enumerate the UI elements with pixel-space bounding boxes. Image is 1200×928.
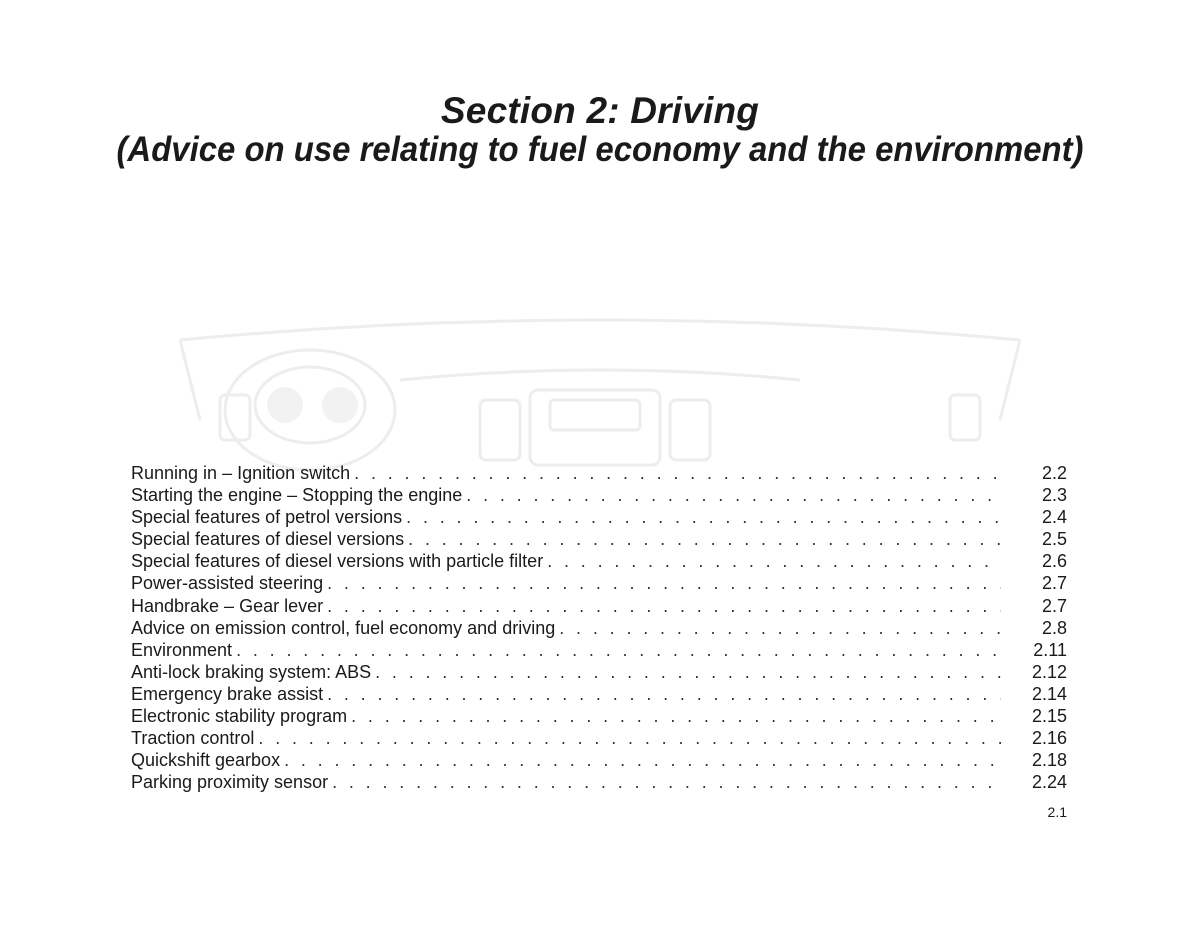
toc-entry <box>131 705 1067 727</box>
toc-dot-leader <box>406 506 1001 528</box>
toc-entry-page: 2.18 <box>1031 750 1067 771</box>
toc-dot-leader <box>466 484 1001 506</box>
toc-entry <box>131 727 1067 749</box>
toc-dot-leader <box>327 595 1001 617</box>
toc-entry-title: Advice on emission control, fuel economy and driving <box>131 617 556 638</box>
toc-entry-page: 2.15 <box>1031 706 1067 727</box>
page-number: 2.1 <box>1047 804 1067 820</box>
toc-entry-page: 2.6 <box>1041 551 1067 572</box>
toc-entry-title: Traction control <box>131 728 255 749</box>
toc-dot-leader <box>258 727 1001 749</box>
toc-dot-leader <box>559 617 1001 639</box>
toc-entry-page: 2.24 <box>1031 772 1067 793</box>
toc-dot-leader <box>332 771 1001 793</box>
toc-entry-title: Starting the engine – Stopping the engine <box>131 485 463 506</box>
toc-entry-page: 2.8 <box>1041 617 1067 638</box>
toc-dot-leader <box>375 661 1001 683</box>
toc-dot-leader <box>354 462 1001 484</box>
toc-entry <box>131 639 1067 661</box>
toc-entry <box>131 506 1067 528</box>
toc-entry-page: 2.5 <box>1041 529 1067 550</box>
toc-entry-title: Electronic stability program <box>131 706 348 727</box>
toc-entry <box>131 749 1067 771</box>
toc-entry-page: 2.7 <box>1041 595 1067 616</box>
toc-dot-leader <box>327 572 1001 594</box>
toc-entry-page: 2.12 <box>1031 661 1067 682</box>
toc-entry-title: Environment <box>131 639 233 660</box>
toc-entry <box>131 572 1067 594</box>
section-heading: Section 2: Driving <box>440 90 760 131</box>
toc-entry-title: Anti-lock braking system: ABS <box>131 661 372 682</box>
toc-dot-leader <box>351 705 1001 727</box>
toc-entry <box>131 771 1067 793</box>
toc-entry-page: 2.16 <box>1031 728 1067 749</box>
toc-entry-title: Running in – Ignition switch <box>131 463 351 483</box>
toc-entry <box>131 550 1067 572</box>
toc-dot-leader <box>236 639 1001 661</box>
toc-entry-page: 2.3 <box>1041 485 1067 506</box>
toc-entry-title: Emergency brake assist <box>131 683 324 704</box>
toc-entry <box>131 617 1067 639</box>
toc-dot-leader <box>547 550 1001 572</box>
toc-entry-title: Handbrake – Gear lever <box>131 595 324 616</box>
toc-entry <box>131 462 1067 484</box>
toc-entry <box>131 528 1067 550</box>
toc-dot-leader <box>408 528 1001 550</box>
toc-entry <box>131 484 1067 506</box>
toc-entry <box>131 683 1067 705</box>
toc-entry-title: Parking proximity sensor <box>131 772 329 793</box>
toc-entry-page: 2.2 <box>1041 463 1067 483</box>
toc-entry-page: 2.4 <box>1041 507 1067 528</box>
toc-dot-leader <box>284 749 1001 771</box>
toc-entry-title: Special features of petrol versions <box>131 507 403 528</box>
toc-entry-title: Special features of diesel versions with particle filter <box>131 551 544 572</box>
toc-dot-leader <box>327 683 1001 705</box>
table-of-contents <box>131 462 1067 793</box>
toc-entry-page: 2.11 <box>1033 639 1067 660</box>
toc-entry <box>131 595 1067 617</box>
toc-entry-title: Power-assisted steering <box>131 573 324 594</box>
toc-entry-title: Quickshift gearbox <box>131 750 281 771</box>
section-title <box>0 92 1200 167</box>
toc-entry-page: 2.14 <box>1031 683 1067 704</box>
toc-entry <box>131 661 1067 683</box>
section-subheading: (Advice on use relating to fuel economy and the environment) <box>116 130 1084 169</box>
toc-entry-title: Special features of diesel versions <box>131 529 405 550</box>
toc-entry-page: 2.7 <box>1041 573 1067 594</box>
